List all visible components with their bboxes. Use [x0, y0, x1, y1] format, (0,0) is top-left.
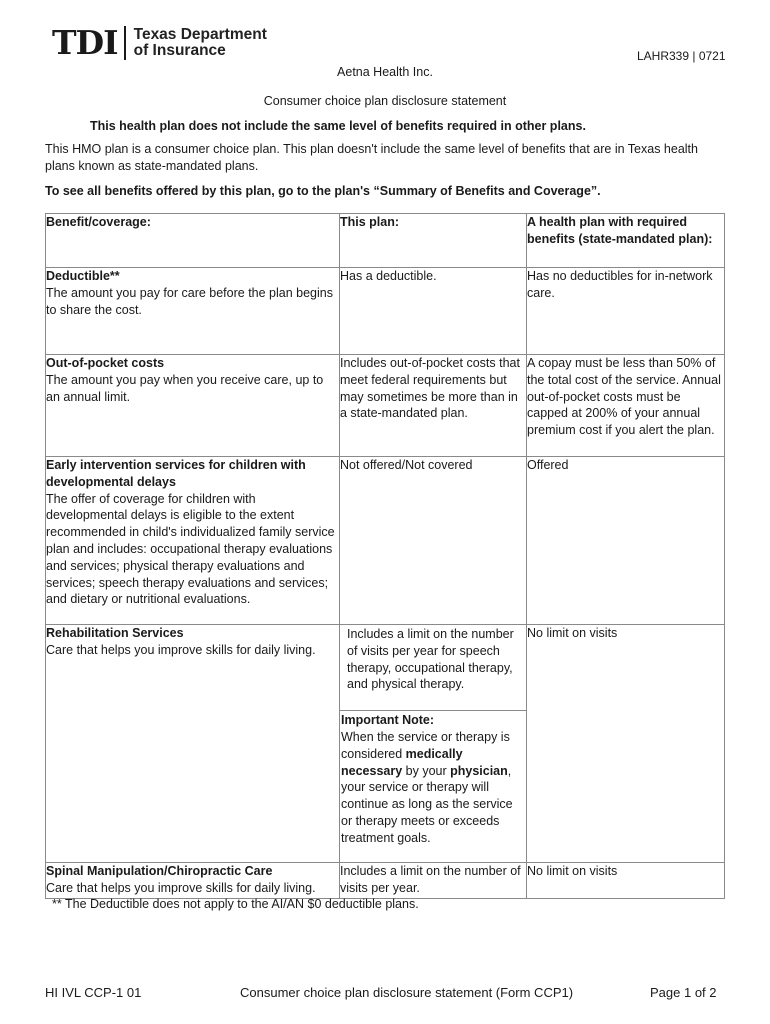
this-plan-cell: Includes a limit on the number of visits per year. [340, 863, 527, 899]
header-benefit: Benefit/coverage: [46, 214, 340, 268]
benefit-cell [46, 625, 340, 863]
intro-paragraph: This HMO plan is a consumer choice plan. This plan doesn't include the same level of benefits that are in Texas health plans known as state-mandated plans. [45, 142, 698, 173]
logo-line-1: Texas Department [133, 26, 267, 43]
this-plan-cell [340, 625, 527, 863]
mandated-plan-cell: No limit on visits [527, 863, 725, 899]
mandated-plan-cell: Has no deductibles for in-network care. [527, 268, 725, 355]
rehab-visit-limit: Includes a limit on the number of visits per year for speech therapy, occupational therapy, and physical therapy. [340, 625, 526, 711]
note-text: by your [402, 763, 451, 778]
form-id: LAHR339 | 0721 [637, 49, 726, 63]
table-row [46, 625, 725, 863]
logo-line-2: of Insurance [133, 42, 226, 59]
note-emphasis: medically necessary [341, 746, 463, 778]
benefit-title: Out-of-pocket costs [46, 356, 165, 370]
this-plan-cell: Not offered/Not covered [340, 457, 527, 625]
footnote: ** The Deductible does not apply to the AI/AN $0 deductible plans. [52, 897, 419, 911]
benefit-cell [46, 863, 340, 899]
mandated-plan-cell: Offered [527, 457, 725, 625]
benefit-title: Early intervention services for children with developmental delays [46, 458, 306, 489]
this-plan-cell: Has a deductible. [340, 268, 527, 355]
benefit-description: The amount you pay for care before the plan begins to share the cost. [46, 285, 333, 317]
table-row [46, 355, 725, 457]
benefit-description: The offer of coverage for children with developmental delays is eligible to the extent recommended in child's individualized family service plan and includes: occupational therapy evaluations and services; physical therapy evaluations and services; speech therapy evaluations and services; and dietary or nutritional evaluations. [46, 491, 335, 607]
notice-heading: This health plan does not include the same level of benefits required in other plans. [90, 119, 586, 133]
header-mandated-plan: A health plan with required benefits (state-mandated plan): [527, 214, 725, 268]
insurer-name: Aetna Health Inc. [337, 65, 433, 79]
logo-mark: TDI [52, 23, 118, 62]
note-text: When the service or therapy is considered [341, 729, 510, 761]
see-all-benefits-note: To see all benefits offered by this plan, go to the plan's “Summary of Benefits and Coverage”. [45, 184, 601, 198]
footer-page-number: Page 1 of 2 [650, 985, 717, 1000]
logo-text [134, 27, 267, 59]
benefit-cell [46, 355, 340, 457]
tdi-logo [52, 23, 267, 62]
benefit-title: Spinal Manipulation/Chiropractic Care [46, 864, 273, 878]
note-emphasis: physician [450, 763, 508, 778]
benefit-description: Care that helps you improve skills for daily living. [46, 880, 316, 895]
document-title: Consumer choice plan disclosure statement [263, 94, 507, 108]
this-plan-cell: Includes out-of-pocket costs that meet federal requirements but may sometimes be more than in a state-mandated plan. [340, 355, 527, 457]
benefit-cell [46, 268, 340, 355]
benefit-title: Rehabilitation Services [46, 626, 184, 640]
mandated-plan-cell: A copay must be less than 50% of the total cost of the service. Annual out-of-pocket costs must be capped at 200% of your annual premium cost if you alert the plan. [527, 355, 725, 457]
footer-form-title: Consumer choice plan disclosure statement (Form CCP1) [240, 985, 574, 1000]
table-row [46, 268, 725, 355]
table-row [46, 457, 725, 625]
important-note [340, 711, 526, 846]
note-text: , your service or therapy will continue as long as the service or therapy meets or exceeds treatment goals. [341, 763, 513, 845]
benefit-cell [46, 457, 340, 625]
table-row [46, 863, 725, 899]
benefit-description: Care that helps you improve skills for daily living. [46, 642, 316, 657]
benefit-title: Deductible** [46, 269, 120, 283]
table-header-row [46, 214, 725, 268]
logo-divider [124, 26, 126, 60]
mandated-plan-cell: No limit on visits [527, 625, 725, 863]
important-note-title: Important Note: [341, 713, 435, 728]
benefit-description: The amount you pay when you receive care, up to an annual limit. [46, 372, 324, 404]
footer-form-code: HI IVL CCP-1 01 [45, 985, 142, 1000]
benefits-table [45, 213, 725, 899]
header-this-plan: This plan: [340, 214, 527, 268]
